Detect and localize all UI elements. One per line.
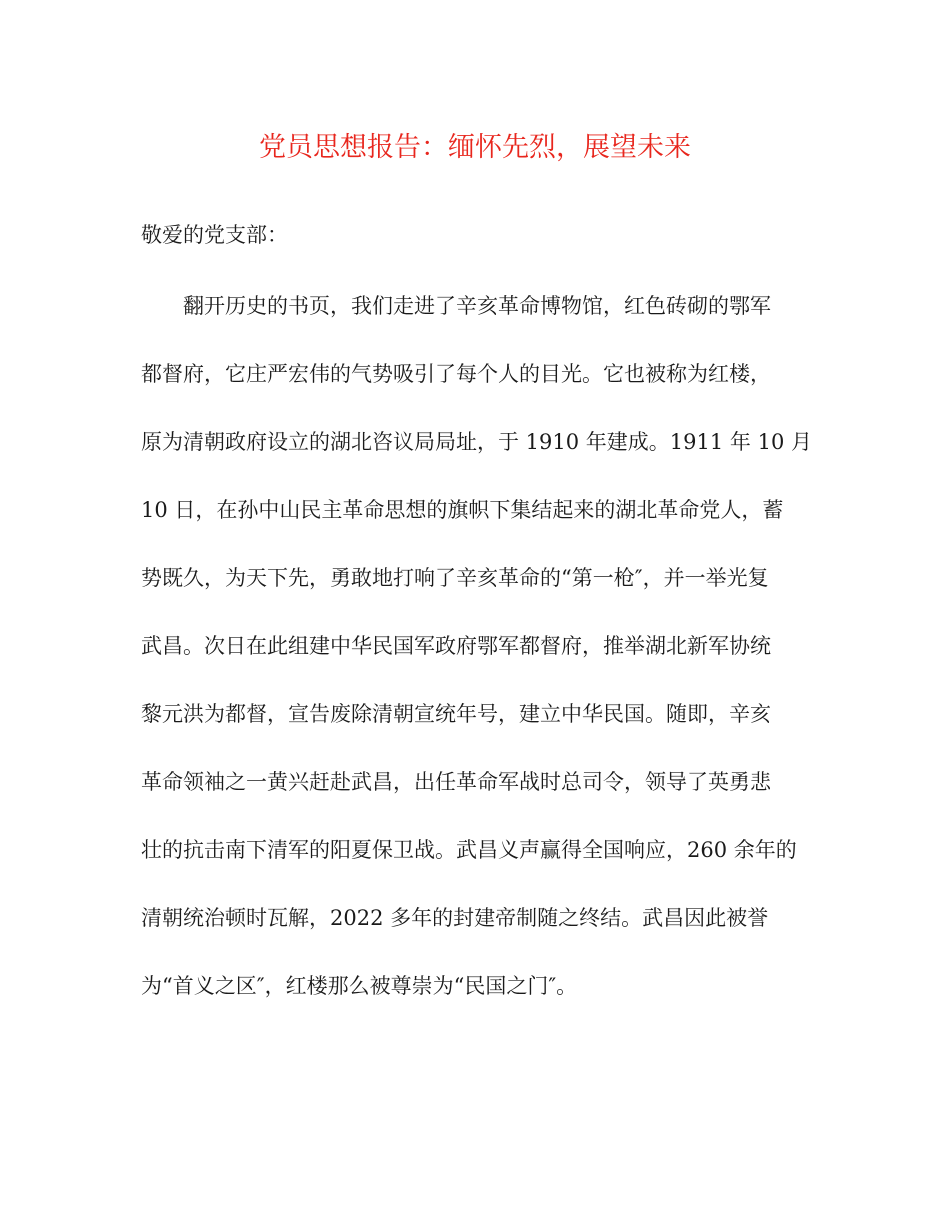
paragraph-line: 武昌。次日在此组建中华民国军政府鄂军都督府，推举湖北新军协统 [141,634,771,658]
paragraph-line: 翻开历史的书页，我们走进了辛亥革命博物馆，红色砖砌的鄂军 [183,294,771,318]
paragraph-line: 清朝统治顿时瓦解，2022 多年的封建帝制随之终结。武昌因此被誉 [141,906,769,930]
paragraph-line: 都督府，它庄严宏伟的气势吸引了每个人的目光。它也被称为红楼， [141,362,771,386]
document-title: 党员思想报告：缅怀先烈，展望未来 [259,132,691,163]
paragraph-line: 势既久，为天下先，勇敢地打响了辛亥革命的“第一枪″，并一举光复 [141,566,769,590]
paragraph-line: 壮的抗击南下清军的阳夏保卫战。武昌义声赢得全国响应，260 余年的 [141,838,797,862]
salutation: 敬爱的党支部： [141,223,288,247]
body-paragraph [141,288,821,1036]
paragraph-line: 为“首义之区″，红楼那么被尊崇为“民国之门″。 [141,974,578,998]
paragraph-line: 黎元洪为都督，宣告废除清朝宣统年号，建立中华民国。随即，辛亥 [141,702,771,726]
paragraph-line: 原为清朝政府设立的湖北咨议局局址，于 1910 年建成。1911 年 10 月 [141,430,812,454]
paragraph-line: 革命领袖之一黄兴赶赴武昌，出任革命军战时总司令，领导了英勇悲 [141,770,771,794]
paragraph-line: 10 日，在孙中山民主革命思想的旗帜下集结起来的湖北革命党人，蓄 [141,498,784,522]
